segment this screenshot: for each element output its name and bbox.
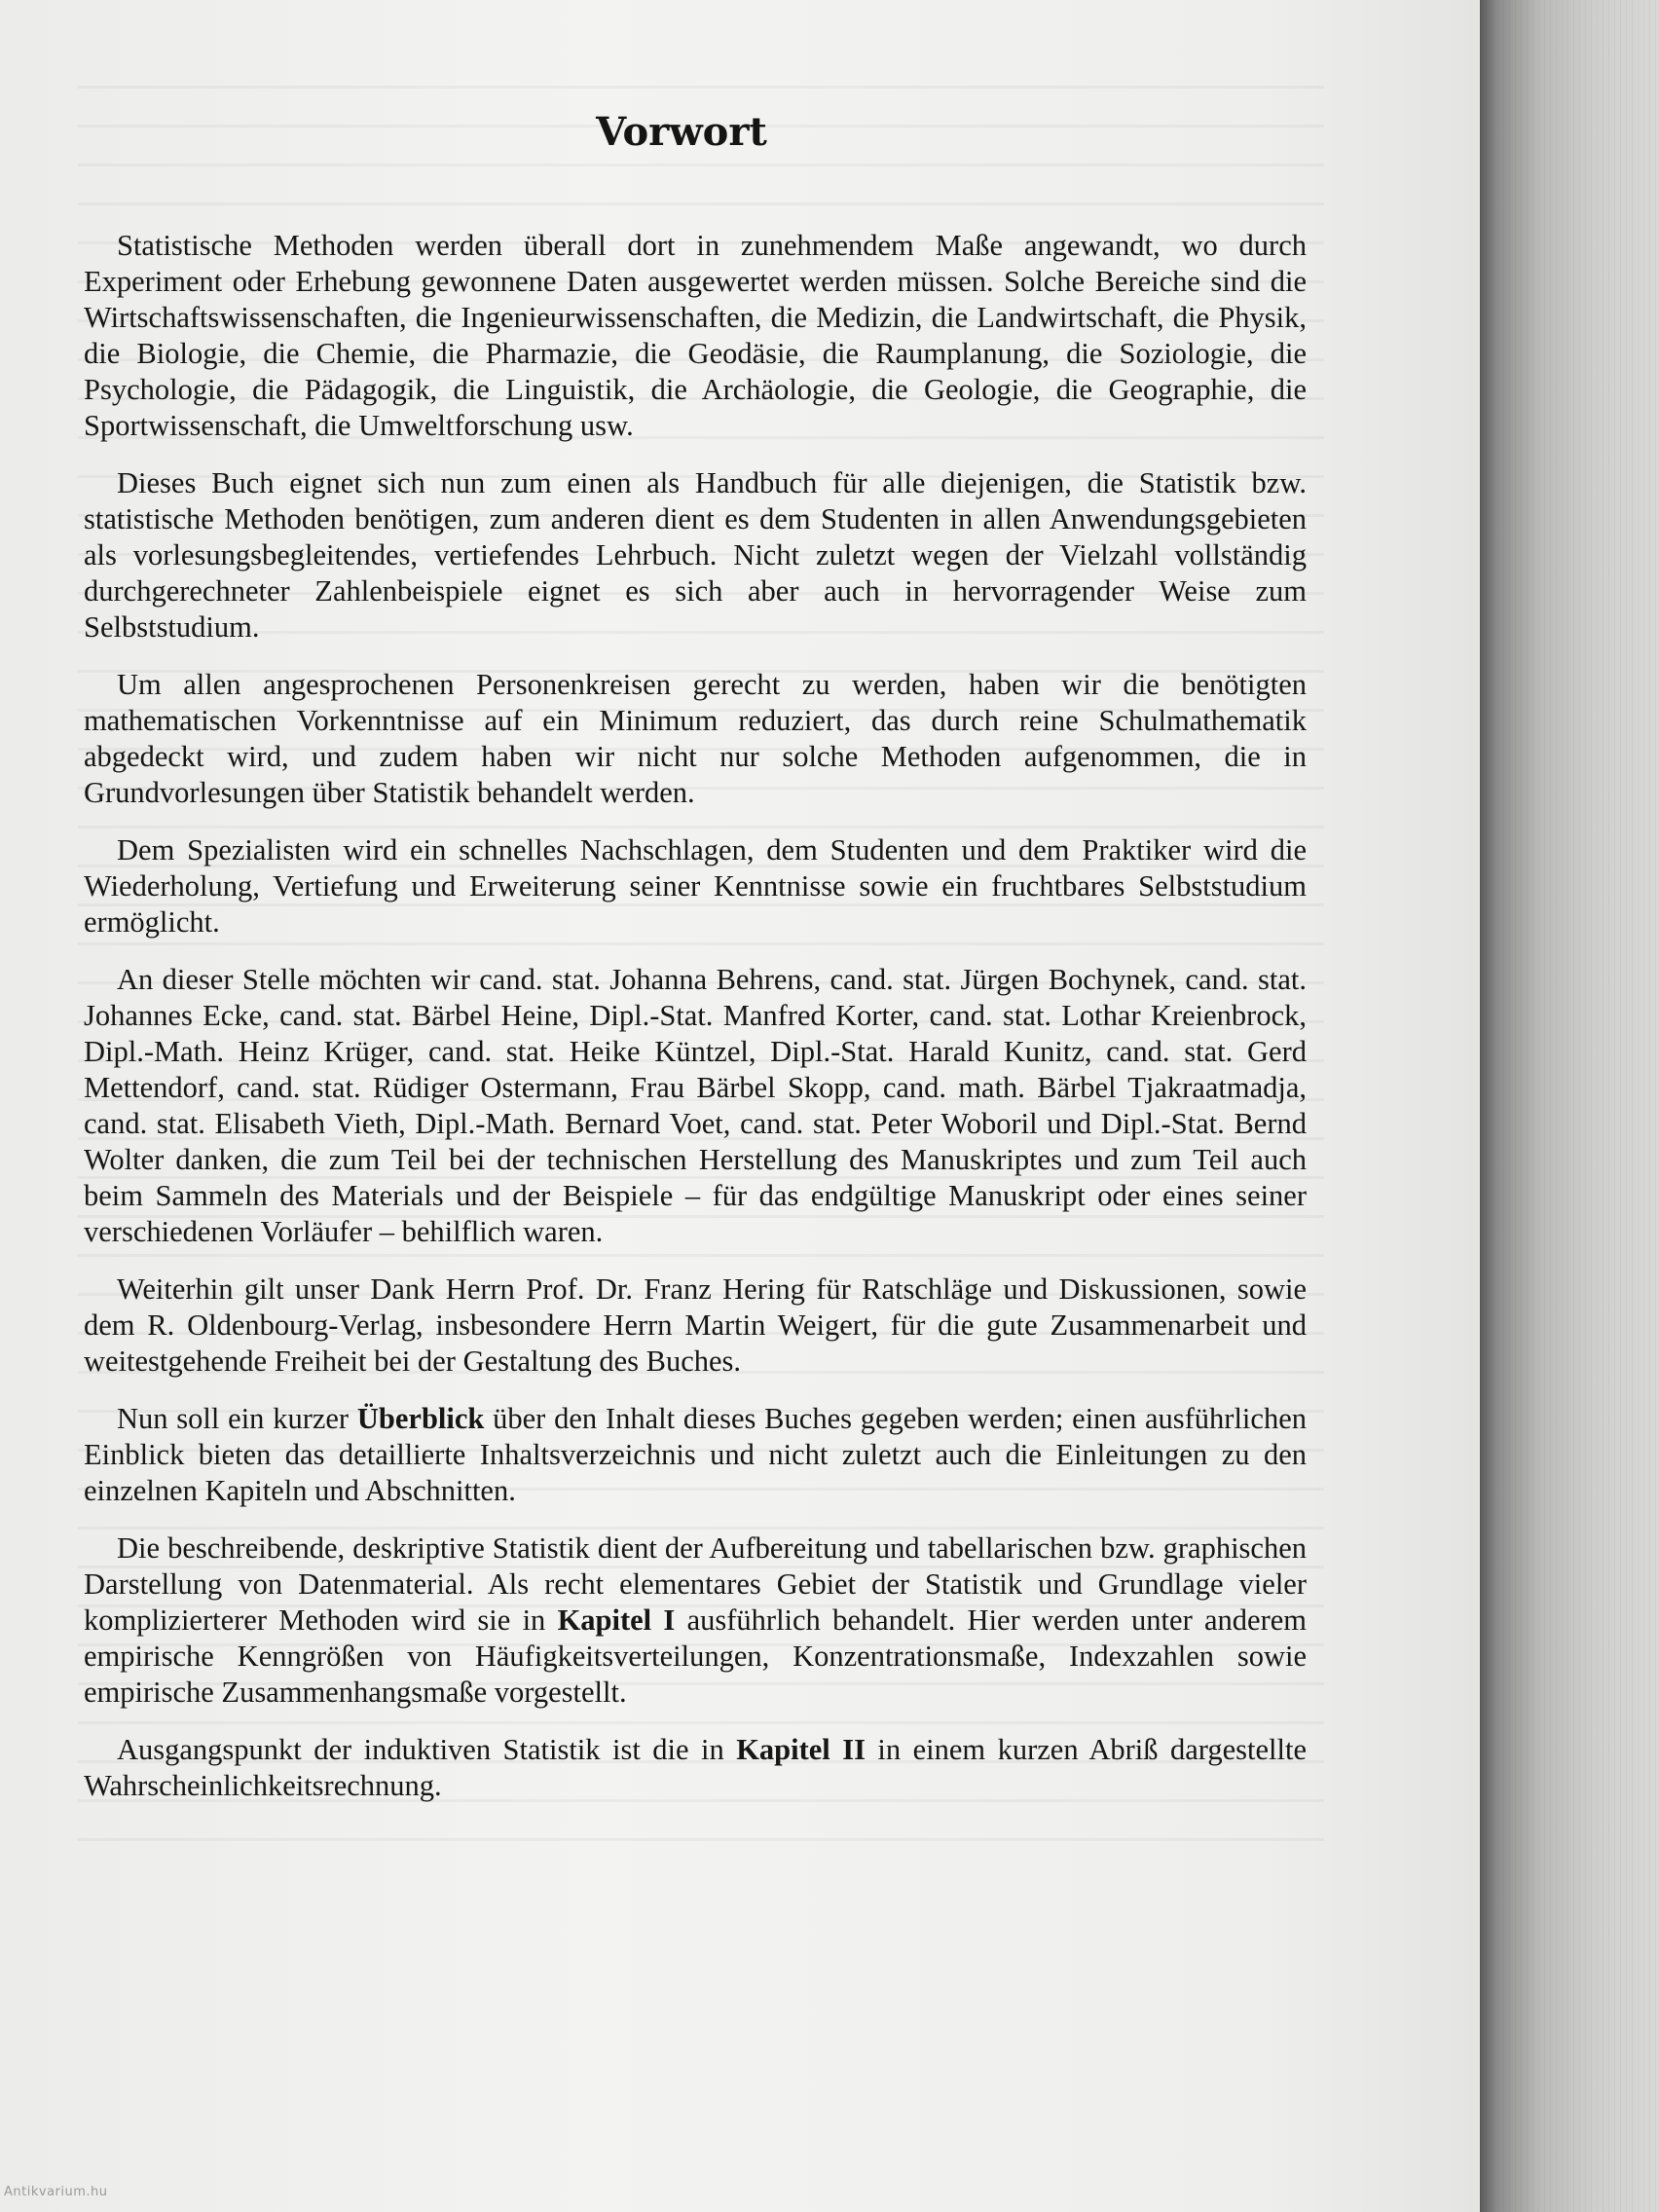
- paragraph: [84, 228, 1307, 444]
- paragraph: [84, 465, 1307, 645]
- text-run: ausführlich behandelt. Hier werden unter anderem empirische Kenngrößen von Häufigkeitsverteilungen, Konzentrationsmaße, Indexzahlen sowie empirische Zusammenhangsmaße vorgestellt.: [84, 1604, 1307, 1709]
- text-run: Um allen angesprochenen Personenkreisen gerecht zu werden, haben wir die benötigten mathematischen Vorkenntnisse auf ein Minimum reduziert, das durch reine Schulmathematik abgedeckt wird, und zudem haben wir nicht nur solche Methoden aufgenommen, die in Grundvorlesungen über Statistik behandelt werden.: [84, 668, 1307, 809]
- text-run: in einem kurzen Abriß dargestellte Wahrscheinlichkeitsrechnung.: [84, 1733, 1307, 1802]
- paragraph: [84, 1732, 1307, 1804]
- paragraph: [84, 832, 1307, 940]
- page-title: Vorwort: [596, 109, 767, 155]
- text-run: Dieses Buch eignet sich nun zum einen als Handbuch für alle diejenigen, die Statistik bzw. statistische Methoden benötigen, zum anderen dient es dem Studenten in allen Anwendungsgebieten als vorlesungsbegleitendes, vertiefendes Lehrbuch. Nicht zuletzt wegen der Vielzahl vollständig durchgerechneter Zahlenbeispiele eignet es sich aber auch in hervorragender Weise zum Selbststudium.: [84, 466, 1307, 644]
- bold-term: Überblick: [356, 1402, 485, 1435]
- text-run: Die beschreibende, deskriptive Statistik dient der Aufbereitung und tabellarischen bzw. graphischen Darstellung von Datenmaterial. Als recht elementares Gebiet der Statistik und Grundlage vieler komplizierterer Methoden wird sie in: [84, 1531, 1307, 1637]
- paragraph: [84, 1401, 1307, 1509]
- bold-term: Kapitel II: [736, 1733, 866, 1766]
- text-run: Ausgangspunkt der induktiven Statistik ist die in: [117, 1733, 737, 1766]
- watermark: Antikvarium.hu: [4, 2185, 108, 2199]
- paragraph: [84, 962, 1307, 1250]
- text-run: über den Inhalt dieses Buches gegeben werden; einen ausführlichen Einblick bieten das detaillierte Inhaltsverzeichnis und nicht zuletzt auch die Einleitungen zu den einzelnen Kapiteln und Abschnitten.: [84, 1402, 1307, 1507]
- text-run: An dieser Stelle möchten wir cand. stat. Johanna Behrens, cand. stat. Jürgen Bochynek, cand. stat. Johannes Ecke, cand. stat. Bärbel Heine, Dipl.-Stat. Manfred Korter, cand. stat. Lothar Kreienbrock, Dipl.-Math. Heinz Krüger, cand. stat. Heike Küntzel, Dipl.-Stat. Harald Kunitz, cand. stat. Gerd Mettendorf, cand. stat. Rüdiger Ostermann, Frau Bärbel Skopp, cand. math. Bärbel Tjakraatmadja, cand. stat. Elisabeth Vieth, Dipl.-Math. Bernard Voet, cand. stat. Peter Woboril und Dipl.-Stat. Bernd Wolter danken, die zum Teil bei der technischen Herstellung des Manuskriptes und zum Teil auch beim Sammeln des Materials und der Beispiele – für das endgültige Manuskript oder eines seiner verschiedenen Vorläufer – behilflich waren.: [84, 963, 1307, 1248]
- bold-term: Kapitel I: [557, 1604, 676, 1637]
- text-run: Weiterhin gilt unser Dank Herrn Prof. Dr. Franz Hering für Ratschläge und Diskussionen, sowie dem R. Oldenbourg-Verlag, insbesondere Herrn Martin Weigert, für die gute Zusammenarbeit und weitestgehende Freiheit bei der Gestaltung des Buches.: [84, 1272, 1307, 1378]
- page-stack-texture: [1480, 0, 1659, 2212]
- text-run: Statistische Methoden werden überall dort in zunehmendem Maße angewandt, wo durch Experiment oder Erhebung gewonnene Daten ausgewertet werden müssen. Solche Bereiche sind die Wirtschaftswissenschaften, die Ingenieurwissenschaften, die Medizin, die Landwirtschaft, die Physik, die Biologie, die Chemie, die Pharmazie, die Geodäsie, die Raumplanung, die Soziologie, die Psychologie, die Pädagogik, die Linguistik, die Archäologie, die Geologie, die Geographie, die Sportwissenschaft, die Umweltforschung usw.: [84, 229, 1307, 442]
- paragraph: [84, 1272, 1307, 1380]
- text-run: Nun soll ein kurzer: [117, 1402, 357, 1435]
- paragraph: [84, 1530, 1307, 1711]
- text-run: Dem Spezialisten wird ein schnelles Nachschlagen, dem Studenten und dem Praktiker wird die Wiederholung, Vertiefung und Erweiterung seiner Kenntnisse sowie ein fruchtbares Selbststudium ermöglicht.: [84, 833, 1307, 939]
- body-text: [84, 228, 1307, 1825]
- paragraph: [84, 667, 1307, 811]
